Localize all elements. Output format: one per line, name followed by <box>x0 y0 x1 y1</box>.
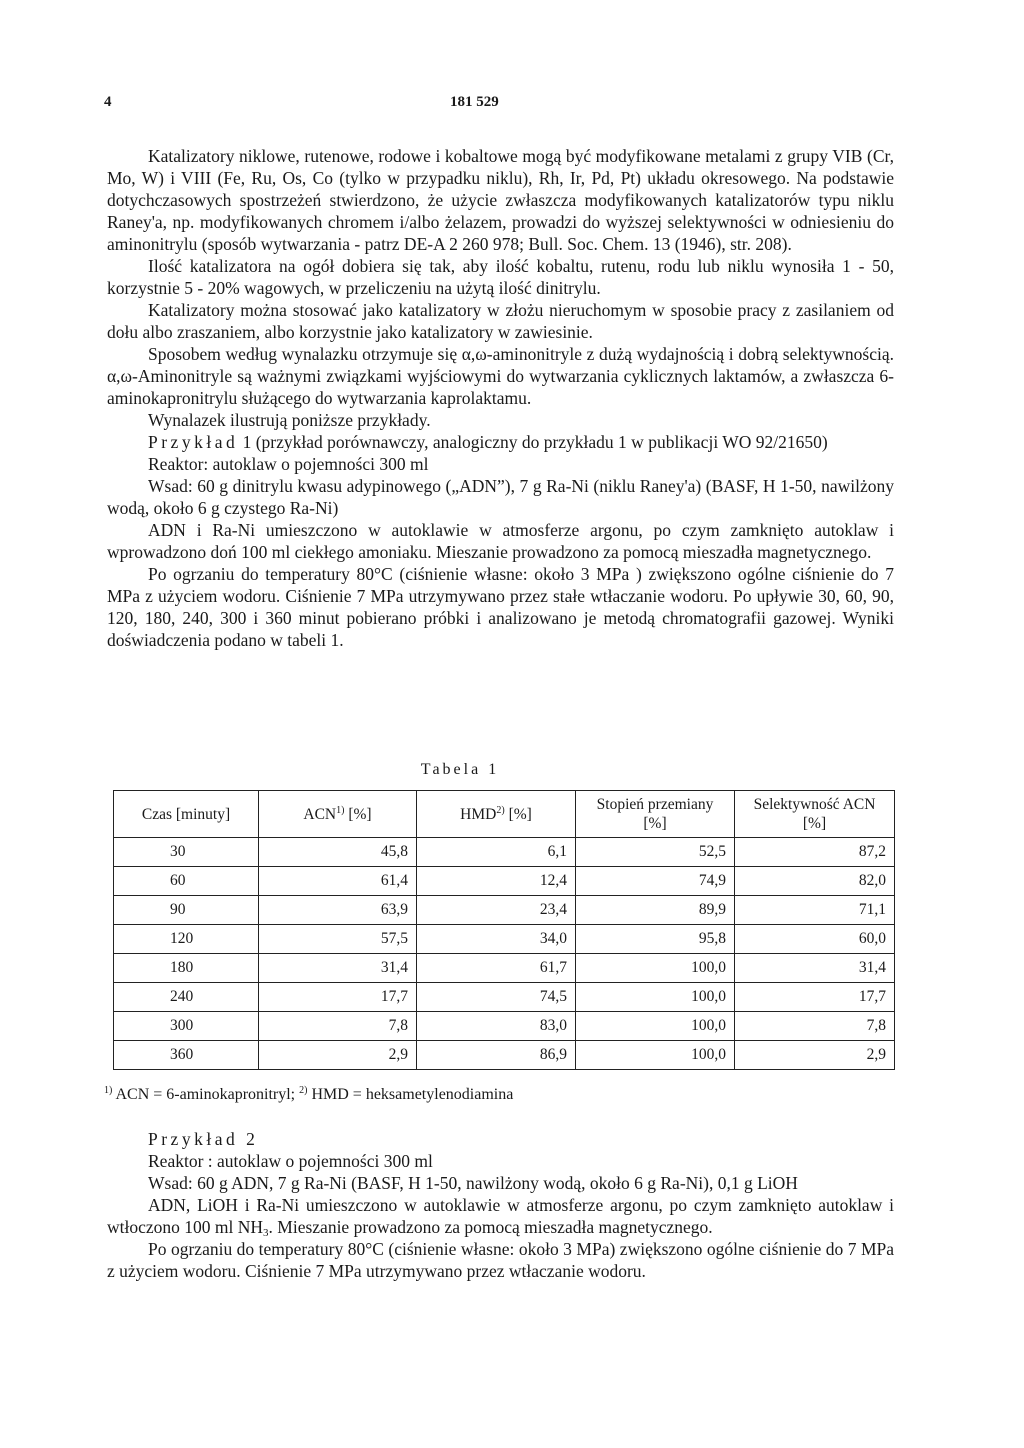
cell-acn: 7,8 <box>259 1012 417 1041</box>
column-header-selectivity: Selektywność ACN [%] <box>735 791 895 838</box>
cell-hmd: 34,0 <box>417 925 576 954</box>
cell-time: 60 <box>114 867 259 896</box>
table-row <box>114 925 895 954</box>
hmd-label: HMD <box>460 805 497 823</box>
example2-section <box>107 1128 894 1282</box>
cell-selectivity: 17,7 <box>735 983 895 1012</box>
example1-paragraph-2: Po ogrzaniu do temperatury 80°C (ciśnienie własne: około 3 MPa ) zwiększono ogólne ciśnienie do 7 MPa z użyciem wodoru. Ciśnienie 7 MPa utrzymywano przez stałe wtłaczanie wodoru. Po upływie 30, 60, 90, 120, 180, 240, 300 i 360 minut pobierano próbki i analizowano je metodą chromatografii gazowej. Wyniki doświadczenia podano w tabeli 1. <box>107 564 894 650</box>
cell-acn: 17,7 <box>259 983 417 1012</box>
cell-time: 30 <box>114 838 259 867</box>
hmd-unit: [%] <box>504 805 532 823</box>
example2-reactor: Reaktor : autoklaw o pojemności 300 ml <box>148 1151 433 1171</box>
cell-selectivity: 82,0 <box>735 867 895 896</box>
cell-time: 300 <box>114 1012 259 1041</box>
cell-hmd: 23,4 <box>417 896 576 925</box>
table-row <box>114 896 895 925</box>
example1-heading-rest: 1 (przykład porównawczy, analogiczny do przykładu 1 w publikacji WO 92/21650) <box>238 432 828 452</box>
intro-paragraph-1: Katalizatory niklowe, rutenowe, rodowe i kobaltowe mogą być modyfikowane metalami z grupy VIB (Cr, Mo, W) i VIII (Fe, Ru, Os, Co (tylko w przypadku niklu), Rh, Ir, Pd, Pt) układu okresowego. Na podstawie dotychczasowych spostrzeżeń stwierdzono, że użycie zwłaszcza modyfikowanych katalizatorów typu niklu Raney'a, np. modyfikowanych chromem i/albo żelazem, prowadzi do wyższej selektywności w odniesieniu do aminonitrylu (sposób wytwarzania - patrz DE-A 2 260 978; Bull. Soc. Chem. 13 (1946), str. 208). <box>107 146 894 254</box>
footnote-mark-2: 2) <box>299 1085 308 1096</box>
intro-paragraph-4: Sposobem według wynalazku otrzymuje się α,ω-aminonitryle z dużą wydajnością i dobrą selektywnością. α,ω-Aminonitryle są ważnymi związkami wyjściowymi do wytwarzania cyklicznych laktamów, a zwłaszcza 6-aminokapronitrylu służącego do wytwarzania kaprolaktamu. <box>107 344 894 408</box>
column-header-acn <box>259 791 417 838</box>
cell-hmd: 6,1 <box>417 838 576 867</box>
cell-selectivity: 2,9 <box>735 1041 895 1070</box>
table-row <box>114 1041 895 1070</box>
example2-charge: Wsad: 60 g ADN, 7 g Ra-Ni (BASF, H 1-50, nawilżony wodą, około 6 g Ra-Ni), 0,1 g LiOH <box>148 1173 798 1193</box>
cell-hmd: 86,9 <box>417 1041 576 1070</box>
cell-conversion: 52,5 <box>576 838 735 867</box>
patent-number: 181 529 <box>450 94 499 110</box>
example1-charge: Wsad: 60 g dinitrylu kwasu adypinowego („ADN”), 7 g Ra-Ni (niklu Raney'a) (BASF, H 1-50, nawilżony wodą, około 6 g czystego Ra-Ni) <box>107 476 894 518</box>
acn-footnote-mark: 1) <box>336 804 345 816</box>
results-table <box>113 790 895 1070</box>
acn-unit: [%] <box>344 805 372 823</box>
cell-conversion: 89,9 <box>576 896 735 925</box>
cell-acn: 63,9 <box>259 896 417 925</box>
table-row <box>114 983 895 1012</box>
footnote-text-1: ACN = 6-aminokapronitryl; <box>112 1086 300 1103</box>
cell-selectivity: 7,8 <box>735 1012 895 1041</box>
cell-acn: 2,9 <box>259 1041 417 1070</box>
cell-time: 240 <box>114 983 259 1012</box>
table-row <box>114 954 895 983</box>
example2-paragraph-1-text: ADN, LiOH i Ra-Ni umieszczono w autoklawie w atmosferze argonu, po czym zamknięto autoklaw i wtłoczono 100 ml NH <box>107 1195 894 1237</box>
column-header-time: Czas [minuty] <box>114 791 259 838</box>
intro-paragraph-5: Wynalazek ilustrują poniższe przykłady. <box>148 410 431 430</box>
page-header <box>104 94 924 114</box>
footnote-mark-1: 1) <box>104 1085 113 1096</box>
hmd-footnote-mark: 2) <box>496 804 505 816</box>
cell-conversion: 100,0 <box>576 1012 735 1041</box>
cell-time: 360 <box>114 1041 259 1070</box>
table-caption: Tabela 1 <box>420 761 500 778</box>
table-header-row <box>114 791 895 838</box>
table-footnote <box>104 1086 513 1104</box>
example2-heading <box>107 1128 894 1150</box>
example2-paragraph-1 <box>107 1194 894 1238</box>
page-number: 4 <box>104 94 112 110</box>
example1-heading-label: Przykład <box>148 432 239 452</box>
cell-conversion: 100,0 <box>576 983 735 1012</box>
ammonia-subscript: 3 <box>263 1227 269 1239</box>
cell-selectivity: 31,4 <box>735 954 895 983</box>
cell-acn: 31,4 <box>259 954 417 983</box>
intro-section <box>107 145 894 651</box>
example1-paragraph-1: ADN i Ra-Ni umieszczono w autoklawie w atmosferze argonu, po czym zamknięto autoklaw i wprowadzono doń 100 ml ciekłego amoniaku. Mieszanie prowadzono za pomocą mieszadła magnetycznego. <box>107 520 894 562</box>
cell-selectivity: 87,2 <box>735 838 895 867</box>
example1-heading <box>107 431 894 453</box>
acn-label: ACN <box>303 805 337 823</box>
cell-acn: 57,5 <box>259 925 417 954</box>
example1-reactor: Reaktor: autoklaw o pojemności 300 ml <box>148 454 429 474</box>
cell-time: 90 <box>114 896 259 925</box>
cell-selectivity: 71,1 <box>735 896 895 925</box>
example2-paragraph-2: Po ogrzaniu do temperatury 80°C (ciśnienie własne: około 3 MPa) zwiększono ogólne ciśnienie do 7 MPa z użyciem wodoru. Ciśnienie 7 MPa utrzymywano przez wtłaczanie wodoru. <box>107 1239 894 1281</box>
cell-time: 180 <box>114 954 259 983</box>
cell-conversion: 74,9 <box>576 867 735 896</box>
intro-paragraph-2: Ilość katalizatora na ogół dobiera się tak, aby ilość kobaltu, rutenu, rodu lub niklu wynosiła 1 - 50, korzystnie 5 - 20% wagowych, w przeliczeniu na użytą ilość dinitrylu. <box>107 256 894 298</box>
table-row <box>114 1012 895 1041</box>
cell-conversion: 100,0 <box>576 1041 735 1070</box>
cell-hmd: 61,7 <box>417 954 576 983</box>
column-header-hmd <box>417 791 576 838</box>
cell-time: 120 <box>114 925 259 954</box>
cell-hmd: 74,5 <box>417 983 576 1012</box>
cell-hmd: 83,0 <box>417 1012 576 1041</box>
cell-acn: 61,4 <box>259 867 417 896</box>
example2-paragraph-1-end: . Mieszanie prowadzono za pomocą mieszadła magnetycznego. <box>268 1217 713 1237</box>
intro-paragraph-3: Katalizatory można stosować jako katalizatory w złożu nieruchomym w sposobie pracy z zasilaniem od dołu albo zraszaniem, albo korzystnie jako katalizatory w zawiesinie. <box>107 300 894 342</box>
example2-heading-label: Przykład 2 <box>148 1129 259 1149</box>
table-row <box>114 867 895 896</box>
footnote-text-2: HMD = heksametylenodiamina <box>307 1086 514 1103</box>
cell-conversion: 95,8 <box>576 925 735 954</box>
cell-hmd: 12,4 <box>417 867 576 896</box>
cell-conversion: 100,0 <box>576 954 735 983</box>
table-row <box>114 838 895 867</box>
table-body <box>114 838 895 1070</box>
column-header-conversion: Stopień przemiany [%] <box>576 791 735 838</box>
cell-acn: 45,8 <box>259 838 417 867</box>
cell-selectivity: 60,0 <box>735 925 895 954</box>
